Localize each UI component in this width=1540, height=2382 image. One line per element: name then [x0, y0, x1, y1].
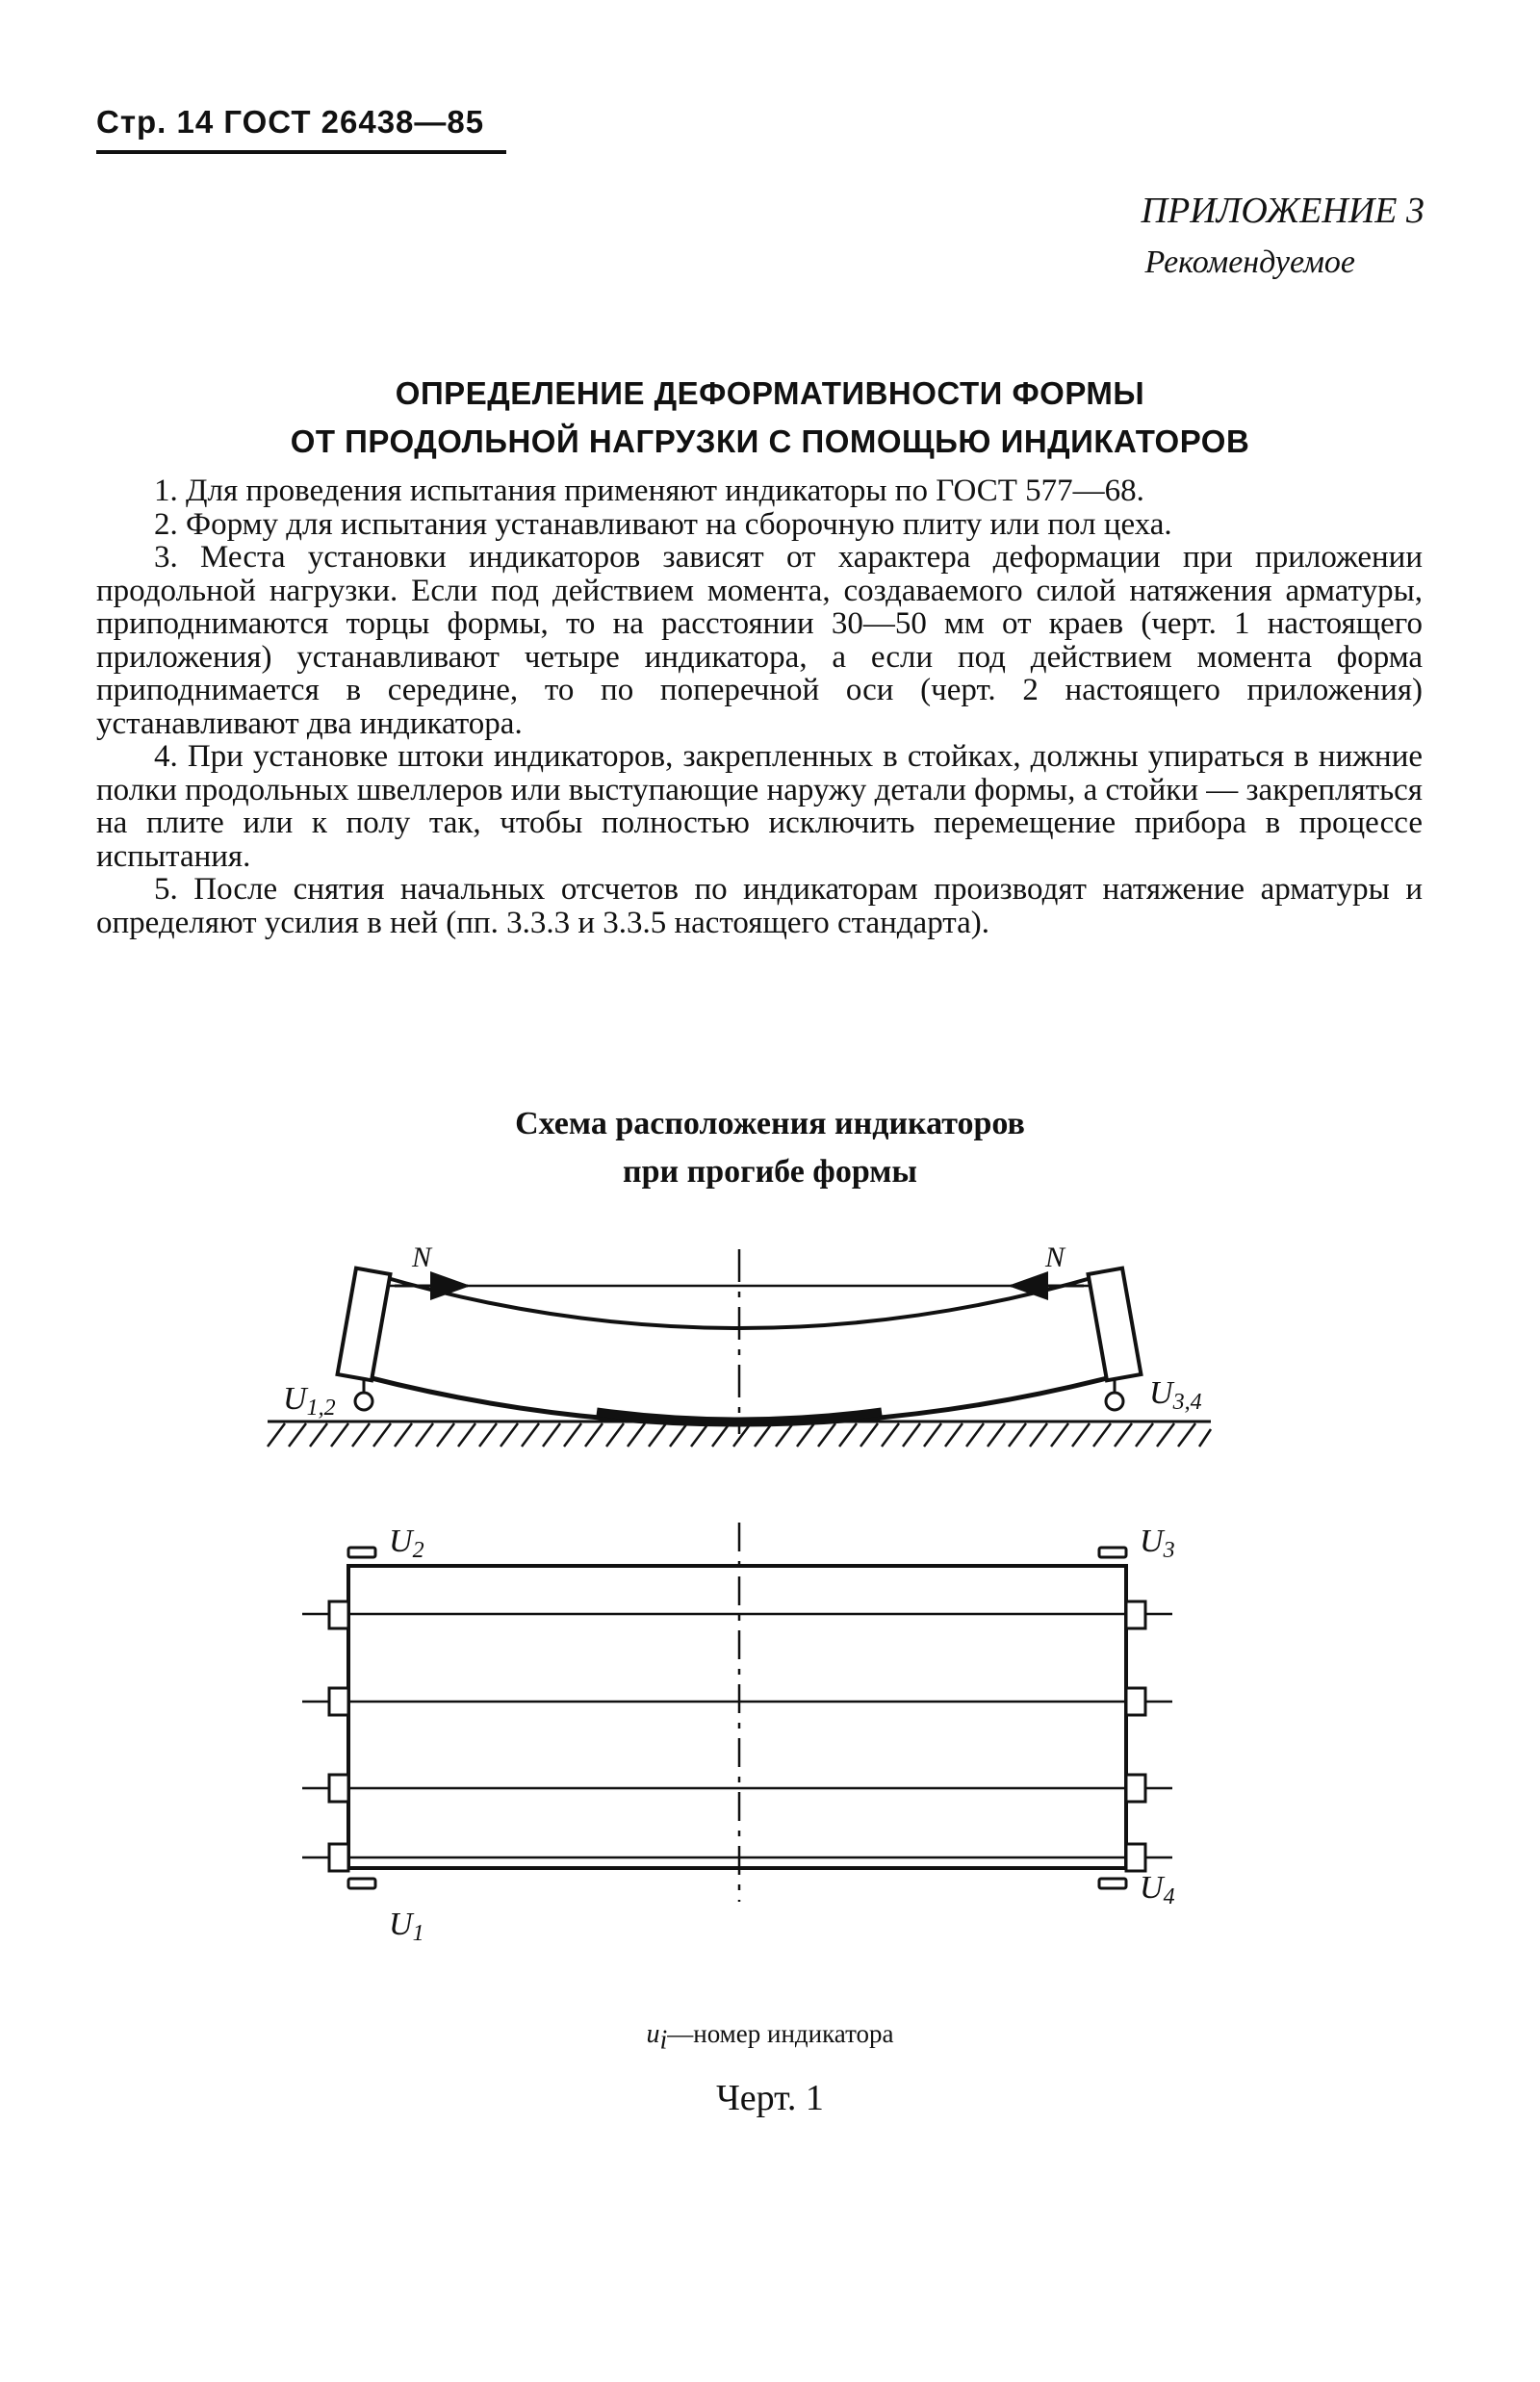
paragraph-1: 1. Для проведения испытания применяют индикаторы по ГОСТ 577—68.	[154, 474, 1144, 508]
title-line-1: ОПРЕДЕЛЕНИЕ ДЕФОРМАТИВНОСТИ ФОРМЫ	[395, 375, 1145, 411]
anchor-left-2	[329, 1688, 348, 1715]
right-end-plate	[1089, 1268, 1142, 1381]
paragraph-3: 3. Места установки индикаторов зависят от характера деформации при приложении продольной нагрузки. Если под действием момента, создаваемого силой натяжения арматуры, приподнимаются торцы формы, то на расстоянии 30—50 мм от краев (черт. 1 настоящего приложения) устанавливают четыре индикатора, а если под действием момента форма приподнимается в середине, то по поперечной оси (черт. 2 настоящего приложения) устанавливают два индикатора.	[96, 540, 1423, 741]
plan-view	[302, 1523, 1172, 1902]
indicator-u4-icon	[1099, 1879, 1126, 1888]
legend-symbol: u	[646, 2019, 660, 2049]
left-end-plate	[338, 1268, 391, 1381]
anchor-right-3	[1126, 1775, 1145, 1802]
legend-text: —номер индикатора	[667, 2019, 894, 2048]
force-label-right: N	[1045, 1242, 1065, 1273]
label-u4: U4	[1140, 1870, 1175, 1909]
appendix-subtitle: Рекомендуемое	[1144, 244, 1356, 280]
figure-legend	[0, 2019, 1540, 2056]
title-line-2: ОТ ПРОДОЛЬНОЙ НАГРУЗКИ С ПОМОЩЬЮ ИНДИКАТОРОВ	[290, 423, 1250, 459]
anchor-right-4	[1126, 1844, 1145, 1871]
legend-subscript: i	[659, 2025, 668, 2056]
page-header: Стр. 14 ГОСТ 26438—85	[96, 104, 485, 140]
indicator-u1-icon	[348, 1879, 375, 1888]
label-u34: U3,4	[1149, 1375, 1202, 1415]
appendix-title: ПРИЛОЖЕНИЕ 3	[1141, 191, 1424, 231]
indicator-u2-icon	[348, 1548, 375, 1557]
side-view	[268, 1249, 1211, 1447]
label-u1: U1	[389, 1907, 424, 1946]
label-u2: U2	[389, 1524, 424, 1563]
indicator-u34-icon	[1106, 1393, 1123, 1410]
anchor-right-1	[1126, 1601, 1145, 1628]
caption-line-2: при прогибе формы	[623, 1154, 917, 1190]
figure-number: Черт. 1	[716, 2078, 824, 2118]
paragraph-2: 2. Форму для испытания устанавливают на сборочную плиту или пол цеха.	[154, 506, 1172, 542]
label-u3: U3	[1140, 1524, 1175, 1563]
indicator-u3-icon	[1099, 1548, 1126, 1557]
anchor-left-4	[329, 1844, 348, 1871]
form-outline	[348, 1566, 1126, 1868]
paragraph-5: 5. После снятия начальных отсчетов по индикаторам производят натяжение арматуры и определяют усилия в ней (пп. 3.3.3 и 3.3.5 настоящего стандарта).	[96, 872, 1423, 940]
caption-line-1: Схема расположения индикаторов	[515, 1106, 1025, 1141]
label-u12: U1,2	[283, 1381, 336, 1421]
anchor-right-2	[1126, 1688, 1145, 1715]
force-label-left: N	[412, 1242, 432, 1273]
paragraph-4: 4. При установке штоки индикаторов, закрепленных в стойках, должны упираться в нижние полки продольных швеллеров или выступающие наружу детали формы, а стойки — закрепляться на плите или к полу так, чтобы полностью исключить перемещение прибора в процессе испытания.	[96, 739, 1423, 874]
anchor-left-3	[329, 1775, 348, 1802]
anchor-left-1	[329, 1601, 348, 1628]
indicator-u12-icon	[355, 1393, 372, 1410]
